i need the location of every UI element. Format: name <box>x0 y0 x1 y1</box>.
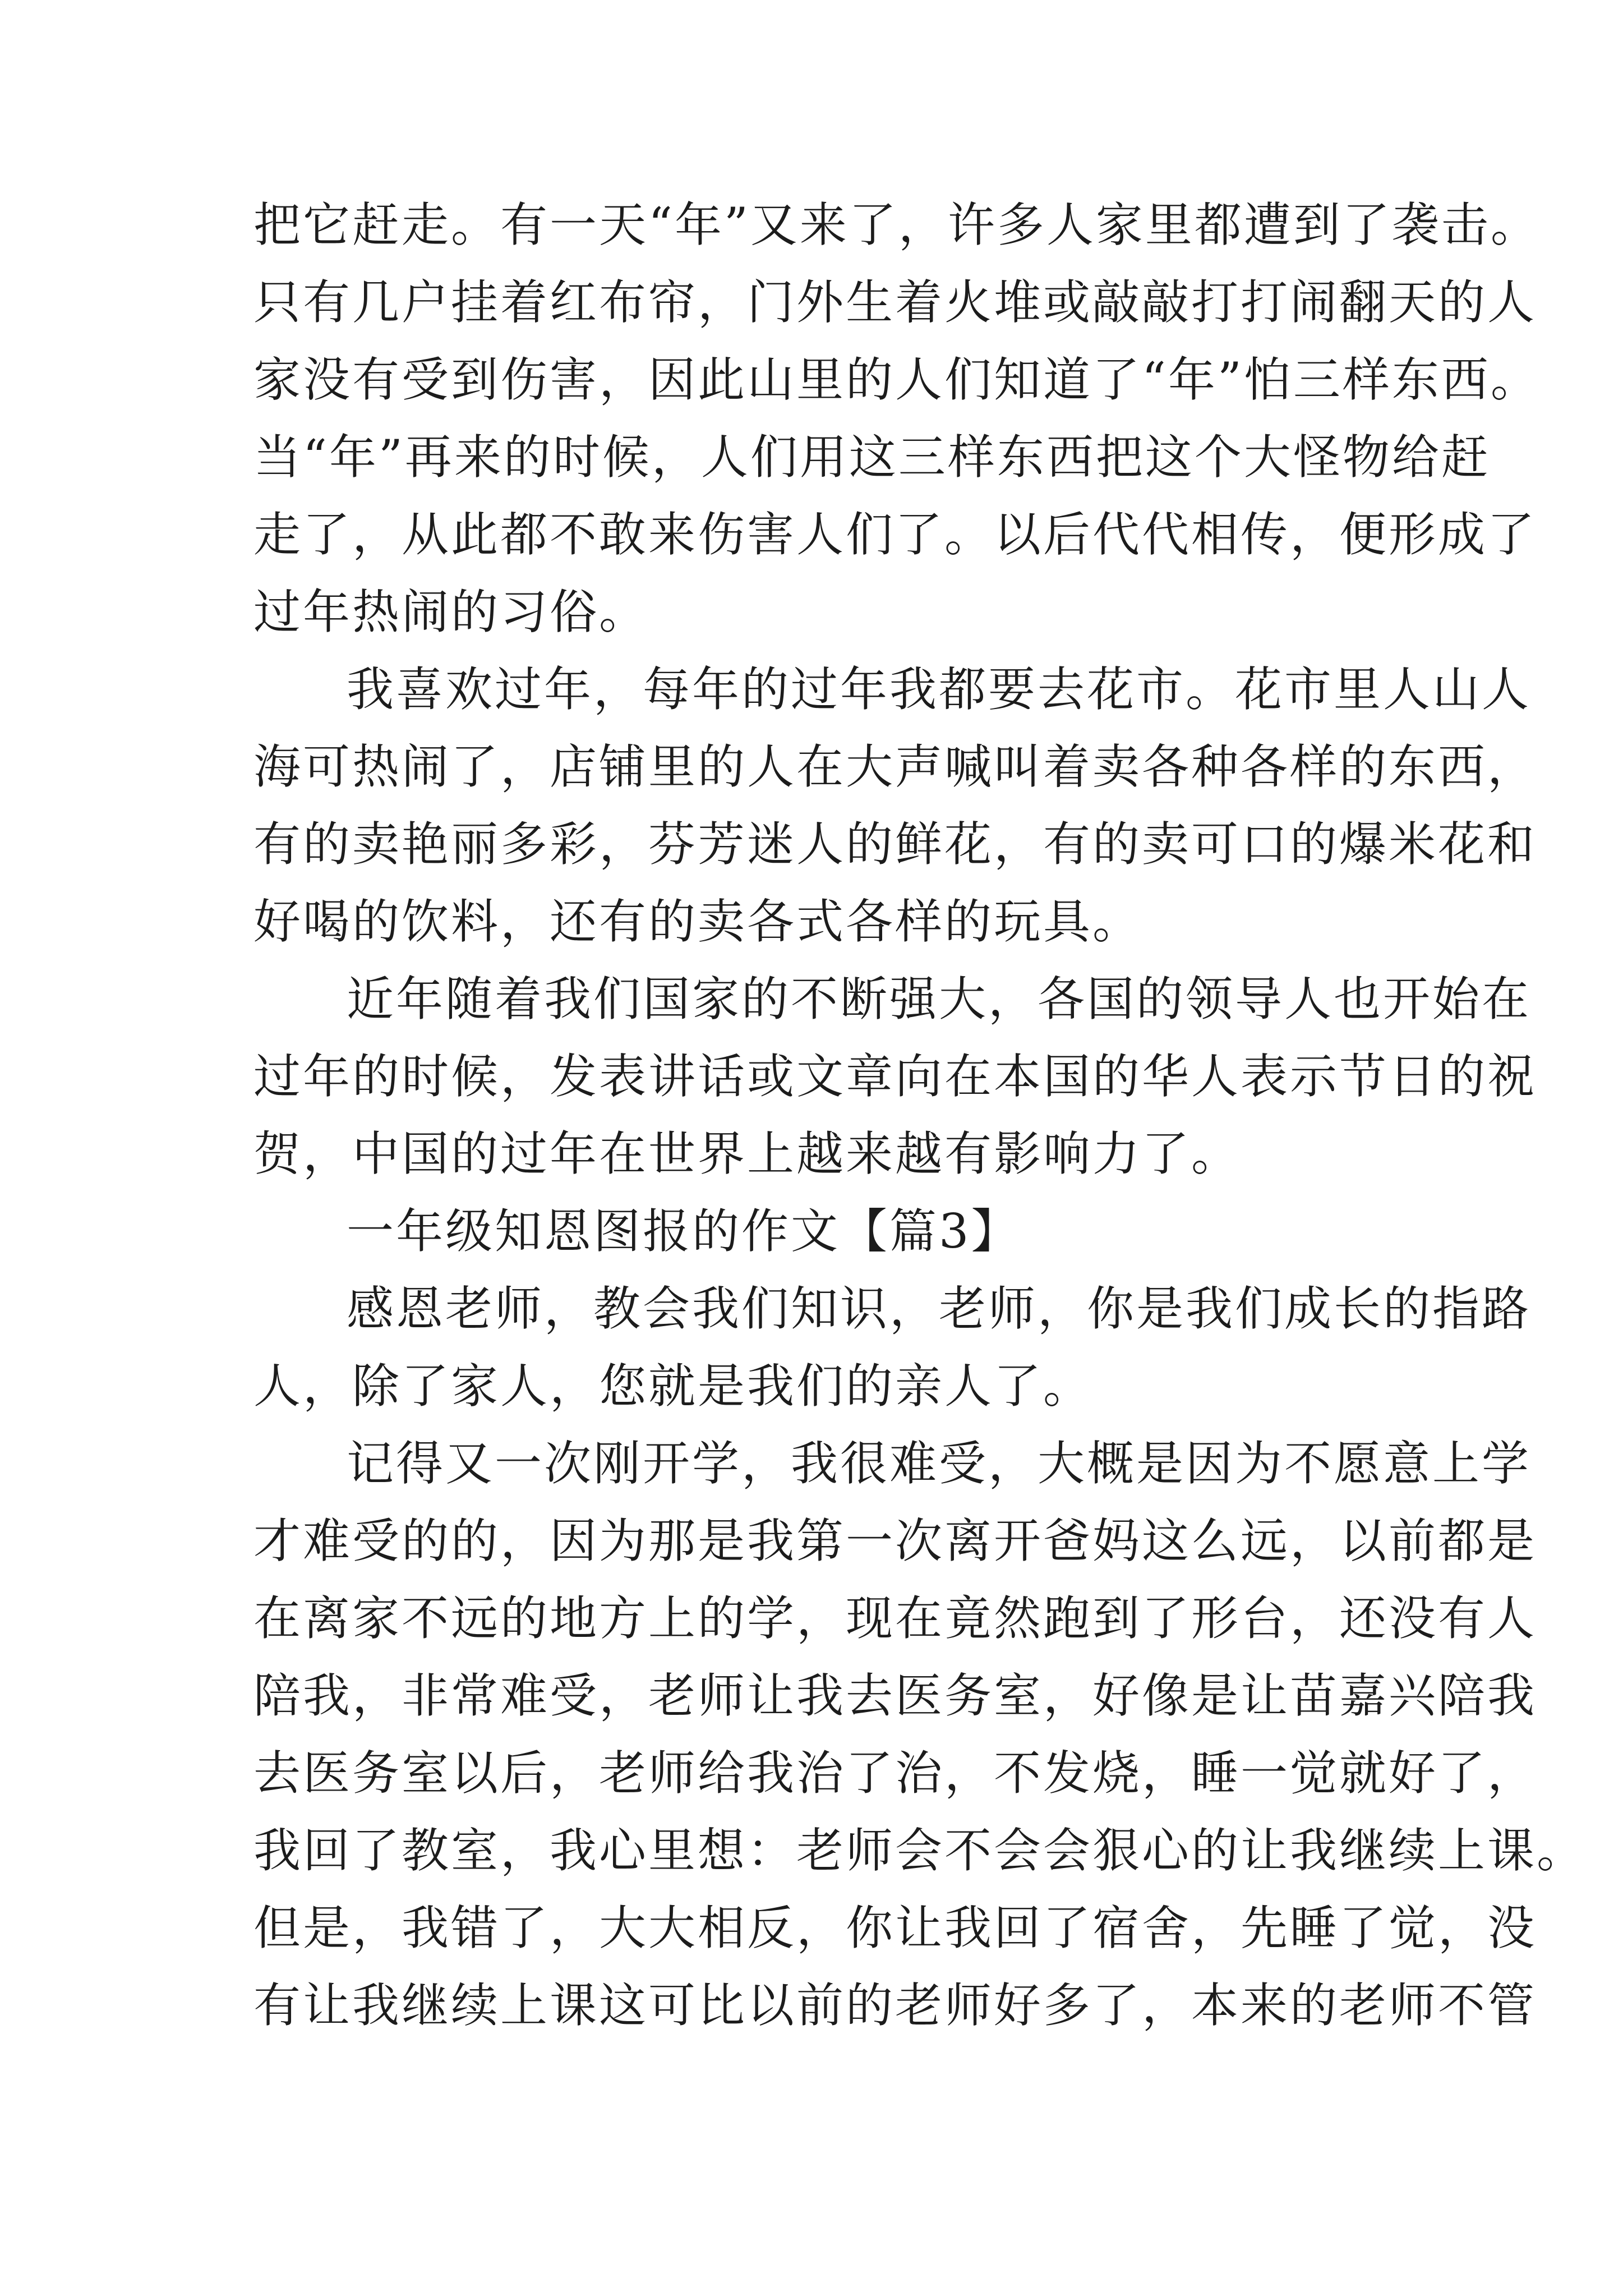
text-line: 才难受的的，因为那是我第一次离开爸妈这么远，以前都是 <box>253 1513 1537 1568</box>
paragraph-start-line: 近年随着我们国家的不断强大，各国的领导人也开始在 <box>347 972 1532 1027</box>
paragraph-start-line: 记得又一次刚开学，我很难受，大概是因为不愿意上学 <box>347 1436 1532 1491</box>
text-line: 好喝的饮料，还有的卖各式各样的玩具。 <box>253 894 1142 949</box>
text-line: 去医务室以后，老师给我治了治，不发烧，睡一觉就好了， <box>253 1746 1537 1801</box>
text-line: 过年热闹的习俗。 <box>253 585 649 639</box>
text-line: 只有几户挂着红布帘，门外生着火堆或敲敲打打闹翻天的人 <box>253 275 1537 330</box>
text-line: 陪我，非常难受，老师让我去医务室，好像是让苗嘉兴陪我 <box>253 1668 1537 1723</box>
text-line: 海可热闹了，店铺里的人在大声喊叫着卖各种各样的东西， <box>253 739 1537 794</box>
text-line: 我回了教室，我心里想：老师会不会会狠心的让我继续上课。 <box>253 1823 1587 1878</box>
text-line: 在离家不远的地方上的学，现在竟然跑到了形台，还没有人 <box>253 1591 1537 1646</box>
paragraph-start-line: 我喜欢过年，每年的过年我都要去花市。花市里人山人 <box>347 662 1532 717</box>
text-line: 有的卖艳丽多彩，芬芳迷人的鲜花，有的卖可口的爆米花和 <box>253 817 1537 872</box>
document-body <box>253 186 1587 2044</box>
text-line: 有让我继续上课这可比以前的老师好多了，本来的老师不管 <box>253 1978 1537 2033</box>
text-line: 但是，我错了，大大相反，你让我回了宿舍，先睡了觉，没 <box>253 1901 1537 1955</box>
text-line: 当“年”再来的时候，人们用这三样东西把这个大怪物给赶 <box>253 430 1491 485</box>
text-line: 过年的时候，发表讲话或文章向在本国的华人表示节日的祝 <box>253 1049 1537 1104</box>
section-heading: 一年级知恩图报的作文【篇3】 <box>347 1204 1021 1259</box>
text-line: 走了，从此都不敢来伤害人们了。以后代代相传，便形成了 <box>253 507 1537 562</box>
text-line: 把它赶走。有一天“年”又来了，许多人家里都遭到了袭击。 <box>253 197 1540 252</box>
text-line: 人，除了家人，您就是我们的亲人了。 <box>253 1359 1093 1414</box>
paragraph-start-line: 感恩老师，教会我们知识，老师，你是我们成长的指路 <box>347 1281 1532 1336</box>
text-line: 贺，中国的过年在世界上越来越有影响力了。 <box>253 1126 1241 1181</box>
text-line: 家没有受到伤害，因此山里的人们知道了“年”怕三样东西。 <box>253 352 1540 407</box>
